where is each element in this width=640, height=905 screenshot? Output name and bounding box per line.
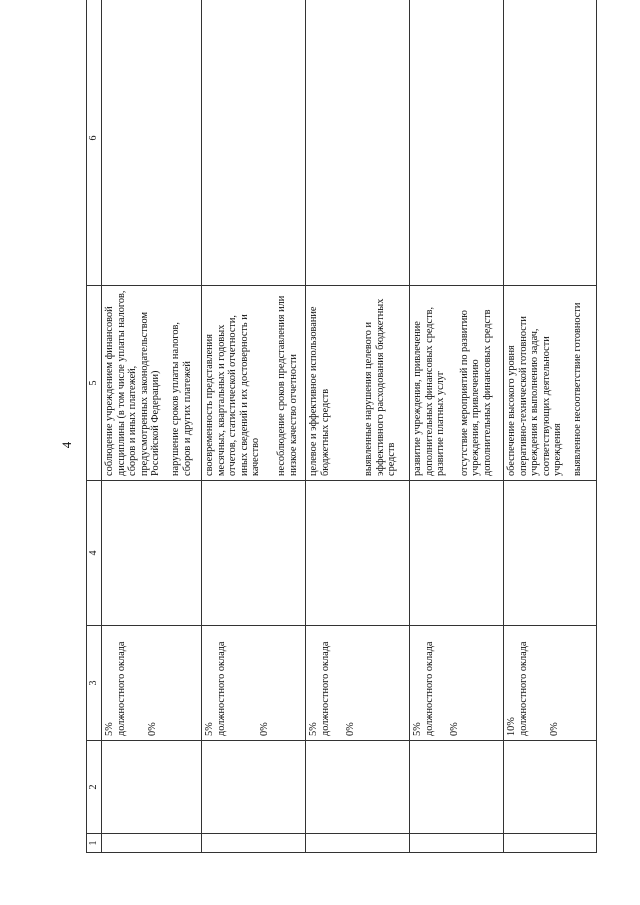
rate-basis: должностного оклада: [115, 641, 127, 736]
rate-zero: 0%: [549, 722, 561, 736]
criterion-text: соблюдение учреждением финансовой дисциплины (в том числе уплаты налогов, сборов и иных платежей, предусмотренных законодательством Российской Федерации): [104, 290, 162, 476]
cell-criterion: [102, 286, 202, 481]
cell-col1: [202, 834, 306, 853]
criterion-text: своевременность представления месячных, квартальных и годовых отчетов, статистической отчетности, иных сведений и их достоверность и качество: [204, 314, 262, 476]
cell-col4: [102, 481, 202, 626]
cell-col2: [202, 741, 306, 834]
cell-col1: [306, 834, 410, 853]
cell-col6: [306, 0, 410, 286]
cell-col2: [504, 741, 597, 834]
col-header-1: 1: [87, 834, 102, 853]
cell-criterion: [504, 286, 597, 481]
cell-rate: [306, 626, 410, 741]
rate-basis: должностного оклада: [423, 641, 435, 736]
cell-col2: [102, 741, 202, 834]
cell-col1: [504, 834, 597, 853]
cell-rate: [102, 626, 202, 741]
cell-col6: [410, 0, 504, 286]
criterion-text: развитие учреждения, привлечение дополнительных финансовых средств, развитие платных услуг: [412, 306, 447, 476]
cell-col2: [410, 741, 504, 834]
table-row: [202, 0, 306, 853]
table-row: [504, 0, 597, 853]
rate-percent: 5%: [308, 722, 319, 736]
rotated-table-sheet: [86, 21, 597, 853]
col-header-4: 4: [87, 481, 102, 626]
rate-zero: 0%: [147, 722, 159, 736]
cell-col4: [504, 481, 597, 626]
criterion-text: обеспечение высокого уровня оперативно-технической готовности учреждения к выполнению задач, соответствующих деятельности учреждения: [506, 316, 564, 476]
cell-col6: [202, 0, 306, 286]
criterion-text: целевое и эффективное использование бюджетных средств: [308, 306, 331, 476]
violation-text: выявленные нарушения целевого и эффективного расходования бюджетных средств: [363, 298, 398, 476]
cell-col4: [306, 481, 410, 626]
violation-text: выявленное несоответствие готовности: [571, 302, 583, 476]
col-header-2: 2: [87, 741, 102, 834]
cell-rate: [202, 626, 306, 741]
rate-percent: 10%: [506, 717, 517, 736]
col-header-5: 5: [87, 286, 102, 481]
cell-col1: [410, 834, 504, 853]
cell-col4: [202, 481, 306, 626]
table-header-row: [87, 0, 102, 853]
col-header-6: 6: [87, 0, 102, 286]
cell-col6: [504, 0, 597, 286]
violation-text: несоблюдение сроков представления или низкое качество отчетности: [275, 295, 299, 476]
table-row: [410, 0, 504, 853]
bonus-criteria-table: [86, 0, 597, 853]
table-row: [102, 0, 202, 853]
cell-rate: [410, 626, 504, 741]
cell-criterion: [306, 286, 410, 481]
rate-zero: 0%: [259, 722, 271, 736]
cell-criterion: [410, 286, 504, 481]
rate-percent: 5%: [104, 722, 115, 736]
table-row: [306, 0, 410, 853]
rate-zero: 0%: [449, 722, 461, 736]
cell-col1: [102, 834, 202, 853]
cell-col6: [102, 0, 202, 286]
rate-percent: 5%: [412, 722, 423, 736]
rate-basis: должностного оклада: [517, 641, 529, 736]
rate-basis: должностного оклада: [215, 641, 227, 736]
cell-rate: [504, 626, 597, 741]
rate-zero: 0%: [345, 722, 357, 736]
col-header-3: 3: [87, 626, 102, 741]
violation-text: отсутствие мероприятий по развитию учреждения, привлечению дополнительных финансовых средств: [458, 309, 493, 476]
rate-percent: 5%: [204, 722, 215, 736]
rate-basis: должностного оклада: [319, 641, 331, 736]
page-number: 4: [59, 441, 74, 449]
cell-col4: [410, 481, 504, 626]
cell-criterion: [202, 286, 306, 481]
cell-col2: [306, 741, 410, 834]
violation-text: нарушение сроков уплаты налогов, сборов и других платежей: [169, 322, 193, 476]
